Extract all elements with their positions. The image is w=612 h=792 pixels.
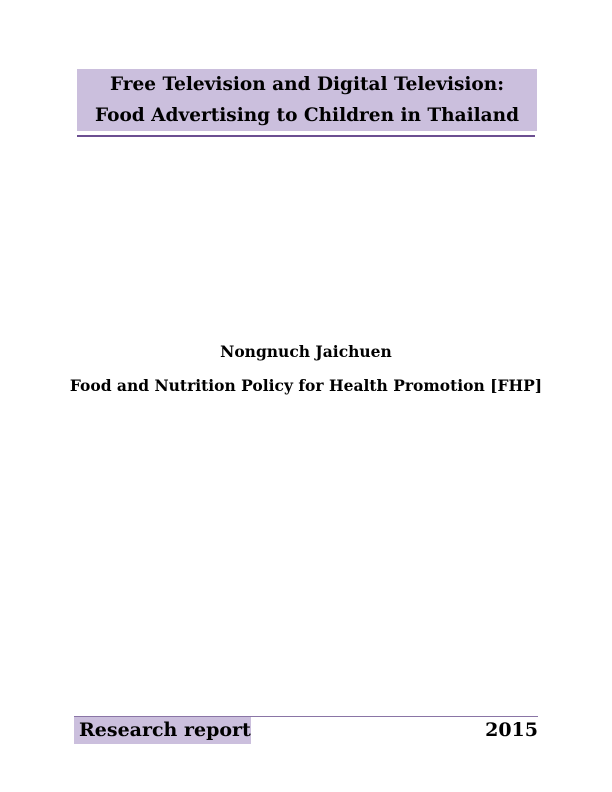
title-block bbox=[77, 69, 537, 137]
report-type-label: Research report bbox=[74, 717, 251, 744]
title-line-2: Food Advertising to Children in Thailand bbox=[77, 100, 537, 131]
title-line-1: Free Television and Digital Television: bbox=[77, 69, 537, 100]
title-divider bbox=[77, 135, 535, 137]
author-name: Nongnuch Jaichuen bbox=[220, 342, 392, 361]
report-year: 2015 bbox=[485, 719, 538, 741]
author-block bbox=[0, 340, 612, 398]
author-affiliation: Food and Nutrition Policy for Health Promotion [FHP] bbox=[69, 376, 543, 395]
